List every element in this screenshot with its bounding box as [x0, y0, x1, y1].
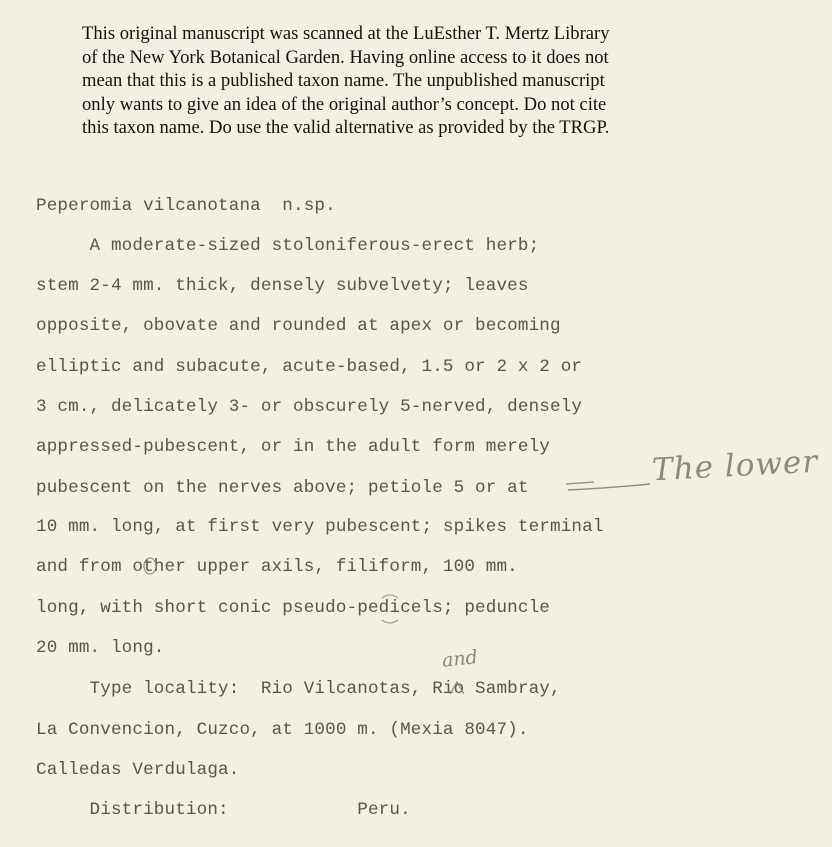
- description-line: opposite, obovate and rounded at apex or becoming: [36, 316, 561, 336]
- description-line: A moderate-sized stoloniferous-erect herb;: [36, 236, 540, 256]
- notice-line: only wants to give an idea of the original author’s concept. Do not cite: [82, 93, 607, 115]
- species-title: Peperomia vilcanotana n.sp.: [36, 196, 336, 216]
- type-locality-line: Calledas Verdulaga.: [36, 760, 240, 780]
- description-line: elliptic and subacute, acute-based, 1.5 or 2 x 2 or: [36, 357, 583, 377]
- pen-circle: [144, 558, 156, 574]
- pen-strike: [566, 482, 594, 484]
- description-line: long, with short conic pseudo-pedicels; peduncle: [36, 598, 550, 618]
- distribution-line: Distribution: Peru.: [36, 800, 411, 820]
- pen-connector-line: [568, 484, 650, 490]
- handwritten-margin-note: The lower: [651, 443, 819, 489]
- type-locality-line: La Convencion, Cuzco, at 1000 m. (Mexia 8047).: [36, 720, 529, 740]
- pen-arc-bottom: [382, 620, 398, 623]
- notice-line: of the New York Botanical Garden. Having online access to it does not: [82, 46, 609, 68]
- description-line: 20 mm. long.: [36, 638, 165, 658]
- description-line: 3 cm., delicately 3- or obscurely 5-nerved, densely: [36, 397, 583, 417]
- type-locality-line: Type locality: Rio Vilcanotas, Rio Sambray,: [36, 679, 561, 699]
- notice-line: mean that this is a published taxon name. The unpublished manuscript: [82, 70, 605, 91]
- caret-mark: [450, 682, 464, 694]
- notice-line: this taxon name. Do use the valid alternative as provided by the TRGP.: [82, 117, 610, 138]
- handwritten-insertion: and: [440, 646, 479, 672]
- description-line: pubescent on the nerves above; petiole 5 or at: [36, 478, 529, 498]
- description-line: 10 mm. long, at first very pubescent; spikes terminal: [36, 517, 604, 537]
- description-line: stem 2-4 mm. thick, densely subvelvety; leaves: [36, 276, 529, 296]
- description-line: and from other upper axils, filiform, 100 mm.: [36, 557, 518, 577]
- notice-line: This original manuscript was scanned at the LuEsther T. Mertz Library: [82, 23, 610, 44]
- pen-arc-top: [382, 595, 398, 598]
- description-line: appressed-pubescent, or in the adult form merely: [36, 437, 550, 457]
